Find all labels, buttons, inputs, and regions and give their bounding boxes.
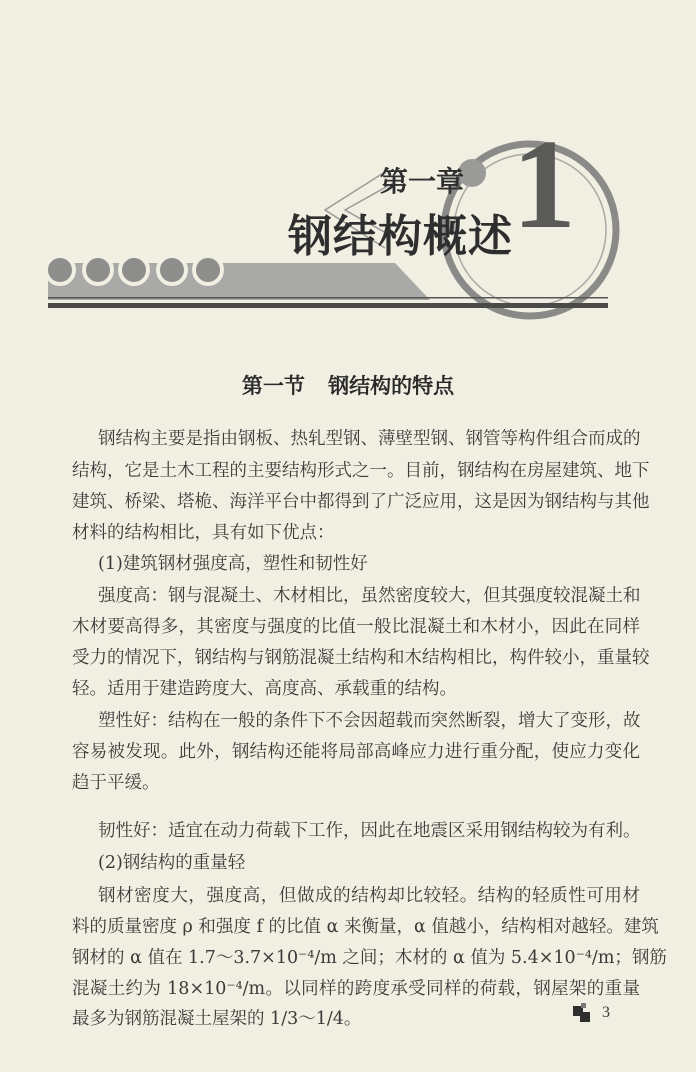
paragraph-line: 木材要高得多，其密度与强度的比值一般比混凝土和木材小，因此在同样 xyxy=(72,617,640,637)
header-rule-thick xyxy=(48,303,608,308)
paragraph-line: 钢材的 α 值在 1.7～3.7×10⁻⁴/m 之间；木材的 α 值为 5.4×10⁻⁴/m；钢筋 xyxy=(72,948,667,968)
paragraph-line: 材料的结构相比，具有如下优点： xyxy=(72,523,335,543)
paragraph-line: 混凝土约为 18×10⁻⁴/m。以同样的跨度承受同样的荷载，钢屋架的重量 xyxy=(72,979,640,999)
paragraph-line: 强度高：钢与混凝土、木材相比，虽然密度较大，但其强度较混凝土和 xyxy=(98,586,641,606)
header-circles xyxy=(46,256,222,284)
paragraph-line: 塑性好：结构在一般的条件下不会因超载而突然断裂，增大了变形，故 xyxy=(98,711,641,731)
paragraph-line: 钢结构主要是指由钢板、热轧型钢、薄壁型钢、钢管等构件组合而成的 xyxy=(98,429,641,449)
section-title: 第一节 钢结构的特点 xyxy=(241,373,455,398)
subheading: (2)钢结构的重量轻 xyxy=(98,853,246,873)
chapter-title: 钢结构概述 xyxy=(288,211,513,262)
paragraph-line: 料的质量密度 ρ 和强度 f 的比值 α 来衡量，α 值越小，结构相对越轻。建筑 xyxy=(72,917,659,937)
chapter-label: 第一章 xyxy=(380,165,465,198)
paragraph-line: 受力的情况下，钢结构与钢筋混凝土结构和木结构相比，构件较小，重量较 xyxy=(72,648,650,668)
paragraph-line: 轻。适用于建造跨度大、高度高、承载重的结构。 xyxy=(72,679,457,699)
chapter-number: 1 xyxy=(512,113,576,255)
header-rule-thin xyxy=(48,297,608,299)
paragraph-line: 最多为钢筋混凝土屋架的 1/3～1/4。 xyxy=(72,1009,362,1029)
page-number: 3 xyxy=(602,1004,610,1021)
paragraph-line: 结构，它是土木工程的主要结构形式之一。目前，钢结构在房屋建筑、地下 xyxy=(72,461,650,481)
paragraph-line: 钢材密度大，强度高，但做成的结构却比较轻。结构的轻质性可用材 xyxy=(98,886,640,906)
paragraph-line: 韧性好：适宜在动力荷载下工作，因此在地震区采用钢结构较为有利。 xyxy=(98,821,641,841)
subheading: (1)建筑钢材强度高，塑性和韧性好 xyxy=(98,554,368,574)
paragraph-line: 建筑、桥梁、塔桅、海洋平台中都得到了广泛应用，这是因为钢结构与其他 xyxy=(72,492,650,512)
paragraph-line: 趋于平缓。 xyxy=(72,773,160,793)
paragraph-line: 容易被发现。此外，钢结构还能将局部高峰应力进行重分配，使应力变化 xyxy=(72,742,640,762)
page-marker-icon xyxy=(571,1002,593,1024)
